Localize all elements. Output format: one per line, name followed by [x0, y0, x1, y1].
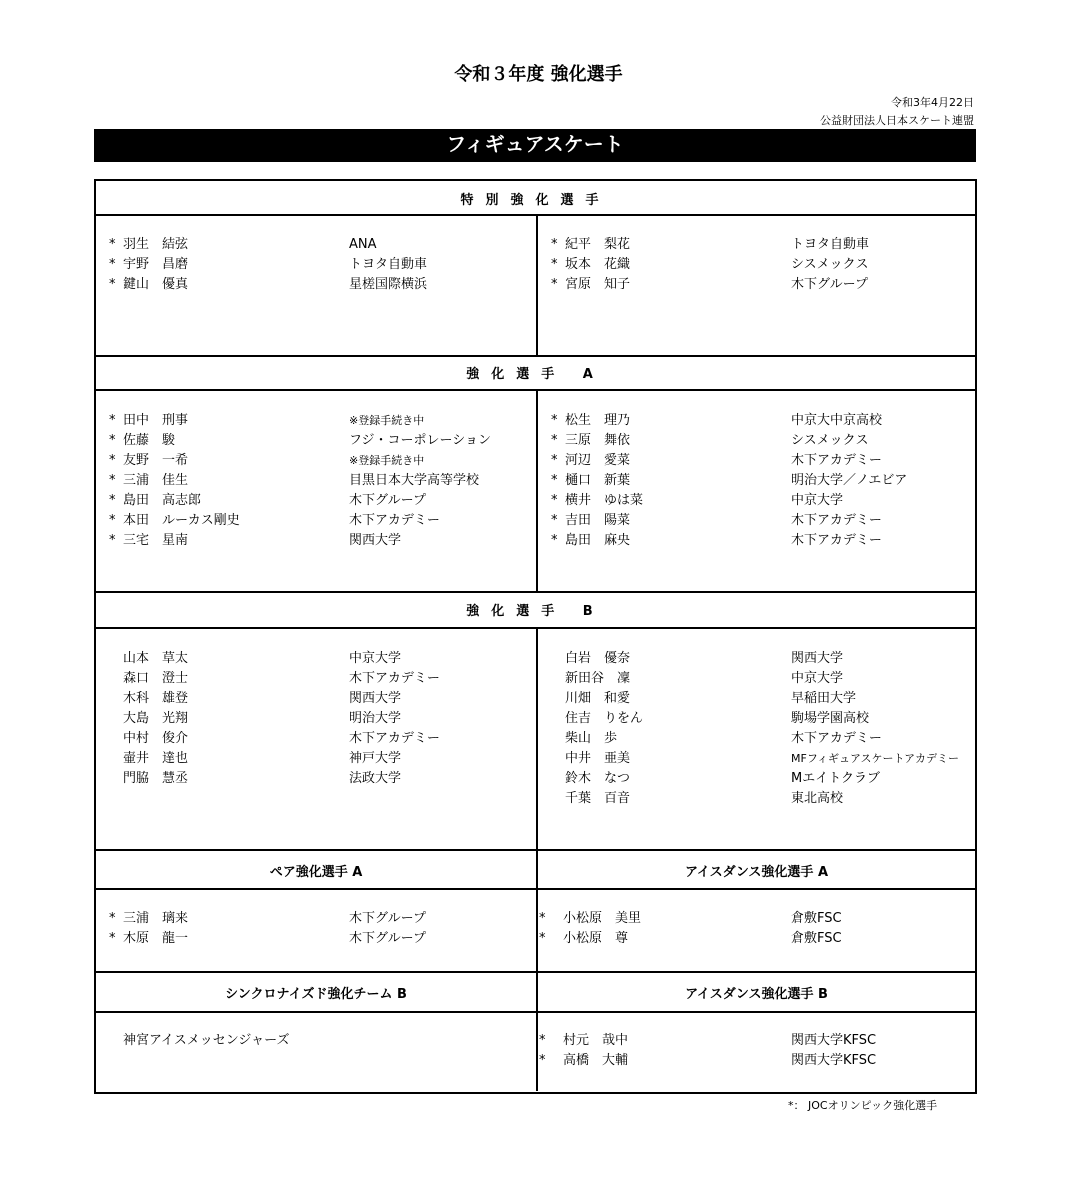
athlete-name: 三浦 佳生: [123, 473, 189, 488]
athlete-name: 宮原 知子: [565, 277, 631, 292]
a-right-list: [551, 411, 971, 551]
document-title: 令和３年度 強化選手: [454, 64, 623, 85]
column-divider: [536, 216, 538, 355]
athlete-name: 田中 刑事: [123, 413, 189, 428]
olympic-mark: *: [109, 473, 116, 488]
athlete-name: 鈴木 なつ: [565, 771, 631, 786]
section-header-b: 強化選手 B: [466, 604, 605, 619]
athlete-name: 羽生 結弦: [123, 237, 189, 252]
athlete-name: 川畑 和愛: [565, 691, 631, 706]
olympic-mark: *: [539, 1033, 546, 1048]
organization-name: 公益財団法人日本スケート連盟: [820, 114, 974, 127]
athlete-row: [551, 729, 971, 749]
athlete-row: [551, 471, 971, 491]
athlete-affiliation: 駒場学園高校: [791, 711, 870, 726]
athlete-row: [109, 235, 529, 255]
athlete-affiliation: 目黒日本大学高等学校: [349, 473, 480, 488]
athlete-row: [109, 669, 529, 689]
athlete-row: [109, 649, 529, 669]
section-header-ice-dance-b: アイスダンス強化選手 B: [685, 987, 828, 1002]
pair-a-list: [109, 909, 529, 949]
athlete-row: [551, 431, 971, 451]
athlete-row: [551, 411, 971, 431]
olympic-mark: *: [109, 453, 116, 468]
athlete-row: [109, 531, 529, 551]
athlete-affiliation: 明治大学／ノエビア: [791, 473, 908, 488]
athlete-affiliation: 木下アカデミー: [349, 513, 440, 528]
athlete-affiliation: 木下アカデミー: [791, 731, 882, 746]
athlete-row: [551, 255, 971, 275]
olympic-mark: *: [109, 533, 116, 548]
athlete-row: [109, 491, 529, 511]
olympic-mark: *: [539, 931, 546, 946]
athlete-name: 壷井 達也: [123, 751, 189, 766]
athlete-affiliation: 法政大学: [349, 771, 402, 786]
b-right-list: [551, 649, 971, 809]
athlete-affiliation: 東北高校: [791, 791, 844, 806]
athlete-affiliation: 木下グループ: [349, 931, 426, 946]
athlete-name: 本田 ルーカス剛史: [123, 513, 240, 528]
column-divider: [536, 391, 538, 591]
athlete-affiliation: 木下アカデミー: [791, 513, 882, 528]
olympic-mark: *: [109, 237, 116, 252]
athlete-affiliation: 木下アカデミー: [791, 453, 882, 468]
olympic-mark: *: [551, 257, 558, 272]
athlete-name: 小松原 美里: [563, 911, 642, 926]
olympic-mark: *: [539, 1053, 546, 1068]
ice-dance-b-list: [539, 1031, 971, 1071]
athlete-row: [109, 451, 529, 471]
athlete-name: 三原 舞依: [565, 433, 631, 448]
discipline-banner: フィギュアスケート: [94, 129, 976, 162]
athlete-name: 中井 亜美: [565, 751, 631, 766]
athlete-row: [109, 909, 529, 929]
athlete-name: 友野 一希: [123, 453, 189, 468]
athlete-name: 高橋 大輔: [563, 1053, 629, 1068]
athlete-row: [551, 769, 971, 789]
section-header-a: 強化選手 A: [466, 367, 605, 382]
athlete-row: [551, 451, 971, 471]
document-date: 令和3年4月22日: [891, 96, 974, 109]
divider: [96, 591, 975, 593]
athlete-name: 柴山 歩: [565, 731, 618, 746]
athlete-affiliation: 関西大学KFSC: [791, 1053, 877, 1068]
olympic-mark: *: [109, 911, 116, 926]
athlete-name: 神宮アイスメッセンジャーズ: [123, 1033, 290, 1048]
athlete-name: 大島 光翔: [123, 711, 189, 726]
olympic-mark: *: [109, 413, 116, 428]
athlete-affiliation: 中京大学: [791, 493, 844, 508]
athlete-row: [109, 511, 529, 531]
athlete-affiliation: 関西大学KFSC: [791, 1033, 877, 1048]
athlete-row: [109, 769, 529, 789]
section-header-pair-a: ペア強化選手 A: [269, 865, 363, 880]
athlete-affiliation: 木下アカデミー: [349, 731, 440, 746]
athlete-row: [551, 669, 971, 689]
athlete-name: 千葉 百音: [565, 791, 631, 806]
athlete-affiliation: 明治大学: [349, 711, 402, 726]
section-header-special: 特別強化選手: [460, 193, 611, 208]
athlete-row: [551, 511, 971, 531]
special-right-list: [551, 235, 971, 295]
olympic-mark: *: [551, 473, 558, 488]
athlete-name: 山本 草太: [123, 651, 189, 666]
athlete-name: 横井 ゆは菜: [565, 493, 644, 508]
athlete-affiliation: 中京大中京高校: [791, 413, 883, 428]
special-left-list: [109, 235, 529, 295]
athlete-affiliation: 木下アカデミー: [349, 671, 440, 686]
olympic-mark: *: [551, 533, 558, 548]
athlete-affiliation: シスメックス: [791, 433, 869, 448]
olympic-mark: *: [551, 277, 558, 292]
athlete-row: [109, 1031, 529, 1051]
athlete-name: 松生 理乃: [565, 413, 631, 428]
olympic-mark: *: [539, 911, 546, 926]
athlete-affiliation: シスメックス: [791, 257, 869, 272]
athlete-name: 三宅 星南: [123, 533, 189, 548]
olympic-mark: *: [109, 433, 116, 448]
athlete-row: [109, 255, 529, 275]
athlete-row: [109, 689, 529, 709]
athlete-name: 紀平 梨花: [565, 237, 631, 252]
athlete-name: 門脇 慧丞: [123, 771, 189, 786]
athlete-name: 小松原 尊: [563, 931, 629, 946]
athlete-affiliation: 倉敷FSC: [791, 911, 842, 926]
athlete-row: [109, 749, 529, 769]
athlete-row: [551, 689, 971, 709]
athlete-name: 木科 雄登: [123, 691, 189, 706]
athlete-row: [551, 531, 971, 551]
athlete-affiliation: 倉敷FSC: [791, 931, 842, 946]
athlete-affiliation: 木下グループ: [349, 911, 426, 926]
athlete-affiliation: 中京大学: [791, 671, 844, 686]
athlete-affiliation: 木下アカデミー: [791, 533, 882, 548]
athlete-name: 坂本 花織: [565, 257, 631, 272]
athlete-row: [539, 909, 971, 929]
athlete-affiliation: トヨタ自動車: [791, 237, 870, 252]
athlete-name: 島田 高志郎: [123, 493, 202, 508]
athlete-name: 森口 澄士: [123, 671, 189, 686]
athlete-name: 佐藤 駿: [123, 433, 176, 448]
athlete-row: [539, 1051, 971, 1071]
athlete-row: [551, 749, 971, 769]
olympic-mark: *: [551, 453, 558, 468]
synchro-b-list: [109, 1031, 529, 1051]
athlete-row: [539, 929, 971, 949]
a-left-list: [109, 411, 529, 551]
athlete-affiliation: トヨタ自動車: [349, 257, 428, 272]
footnote: *： JOCオリンピック強化選手: [788, 1099, 938, 1112]
olympic-mark: *: [551, 493, 558, 508]
athlete-row: [551, 491, 971, 511]
athlete-name: 中村 俊介: [123, 731, 189, 746]
athlete-row: [109, 275, 529, 295]
ice-dance-a-list: [539, 909, 971, 949]
athlete-affiliation: 神戸大学: [349, 751, 402, 766]
athlete-row: [551, 789, 971, 809]
divider: [96, 355, 975, 357]
section-header-ice-dance-a: アイスダンス強化選手 A: [684, 865, 829, 880]
athlete-affiliation: 早稲田大学: [791, 691, 857, 706]
athlete-affiliation: 木下グループ: [791, 277, 868, 292]
athlete-affiliation: 関西大学: [349, 533, 402, 548]
athlete-row: [109, 431, 529, 451]
athlete-row: [109, 929, 529, 949]
athlete-affiliation: 関西大学: [791, 651, 844, 666]
olympic-mark: *: [109, 257, 116, 272]
athlete-affiliation: 中京大学: [349, 651, 402, 666]
athlete-name: 宇野 昌磨: [123, 257, 189, 272]
olympic-mark: *: [551, 237, 558, 252]
olympic-mark: *: [109, 493, 116, 508]
athlete-row: [551, 275, 971, 295]
athlete-name: 村元 哉中: [563, 1033, 629, 1048]
athlete-affiliation: ※登録手続き中: [349, 454, 425, 467]
athlete-row: [539, 1031, 971, 1051]
athlete-affiliation: ANA: [349, 237, 377, 252]
athlete-name: 三浦 璃来: [123, 911, 189, 926]
olympic-mark: *: [109, 277, 116, 292]
athlete-affiliation: 星槎国際横浜: [349, 277, 428, 292]
olympic-mark: *: [109, 931, 116, 946]
athlete-name: 島田 麻央: [565, 533, 631, 548]
athlete-name: 木原 龍一: [123, 931, 189, 946]
athlete-affiliation: ※登録手続き中: [349, 414, 425, 427]
athlete-name: 住吉 りをん: [565, 711, 644, 726]
athlete-affiliation: 木下グループ: [349, 493, 426, 508]
athlete-name: 新田谷 凜: [565, 671, 631, 686]
column-divider: [536, 629, 538, 1091]
athlete-name: 鍵山 優真: [123, 277, 189, 292]
athlete-name: 樋口 新葉: [565, 473, 631, 488]
olympic-mark: *: [551, 433, 558, 448]
athlete-row: [551, 649, 971, 669]
athlete-affiliation: Mエイトクラブ: [791, 771, 880, 786]
athlete-affiliation: フジ・コーポレーション: [349, 433, 491, 448]
olympic-mark: *: [109, 513, 116, 528]
athlete-row: [109, 411, 529, 431]
athlete-row: [109, 471, 529, 491]
b-left-list: [109, 649, 529, 789]
athlete-name: 白岩 優奈: [565, 651, 631, 666]
athlete-table: [94, 179, 977, 1094]
athlete-row: [109, 709, 529, 729]
olympic-mark: *: [551, 513, 558, 528]
athlete-row: [109, 729, 529, 749]
athlete-affiliation: 関西大学: [349, 691, 402, 706]
athlete-name: 河辺 愛菜: [565, 453, 631, 468]
athlete-row: [551, 709, 971, 729]
athlete-affiliation: MFフィギュアスケートアカデミー: [791, 752, 960, 765]
section-header-synchro-b: シンクロナイズド強化チーム B: [225, 987, 407, 1002]
olympic-mark: *: [551, 413, 558, 428]
athlete-row: [551, 235, 971, 255]
athlete-name: 吉田 陽菜: [565, 513, 631, 528]
